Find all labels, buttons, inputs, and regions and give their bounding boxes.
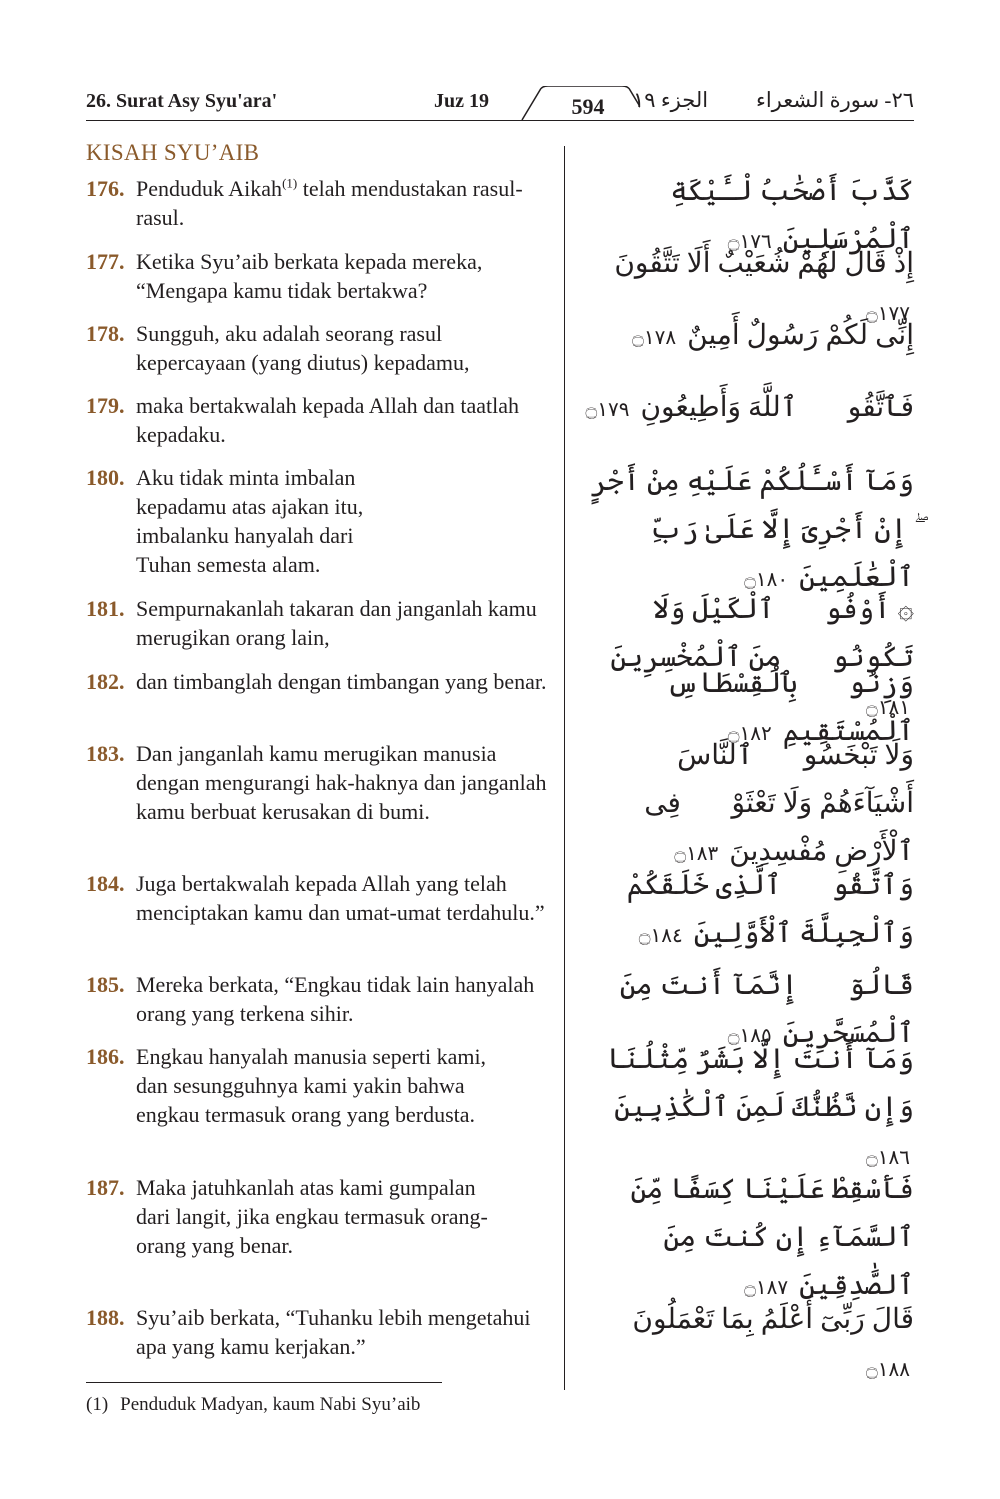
footnote-number: (1) [86,1394,109,1415]
verse-text: Engkau hanyalah manusia seperti kami, dan sesungguhnya kami yakin bahwa engkau termasuk orang yang berdusta. [136,1044,487,1127]
verse-text: Maka jatuhkanlah atas kami gumpalan dari langit, jika engkau termasuk orang-orang yang benar. [136,1175,488,1258]
verse-arabic: ۞ أَوْفُوا۟ ٱلْكَيْلَ وَلَا تَكُونُوا۟ مِنَ ٱلْمُخْسِرِينَ ۝١٨١ [584,586,914,732]
ayah-marker: ۝١٨٧ [744,1277,789,1299]
surah-title-arabic: ٢٦- سورة الشعراء [755,88,914,112]
verse-arabic: إِنِّى لَكُمْ رَسُولٌ أَمِينٌ ۝١٧٨ [584,312,914,362]
verse-arabic: قَالُوٓا۟ إِنَّمَآ أَنتَ مِنَ ٱلْمُسَحَّرِينَ ۝١٨٥ [584,962,914,1060]
page-number: 594 [571,94,605,119]
verse-translation [86,739,548,826]
verse-arabic: إِذْ قَالَ لَهُمْ شُعَيْبٌ أَلَا تَتَّقُونَ ۝١٧٧ [584,240,914,338]
verse-arabic: وَمَآ أَسْـَٔلُكُمْ عَلَيْهِ مِنْ أَجْرٍ ۖ إِنْ أَجْرِىَ إِلَّا عَلَىٰ رَبِّ ٱلْعَٰلَمِينَ ۝١٨٠ [584,458,914,604]
verse-number: 185. [86,972,125,997]
verse-text: Juga bertakwalah kepada Allah yang telah menciptakan kamu dan umat-umat terdahulu.” [136,871,545,925]
verse-translation [86,247,548,305]
ayah-marker: ۝١٨٥ [727,1025,772,1047]
ayah-marker: ۝١٨٨ [866,1359,910,1381]
verse-text: Syu’aib berkata, “Tuhanku lebih mengetahui apa yang kamu kerjakan.” [136,1305,531,1359]
verse-text: Sungguh, aku adalah seorang rasul kepercayaan (yang diutus) kepadamu, [136,321,470,375]
footnote-text: Penduduk Madyan, kaum Nabi Syu’aib [120,1394,421,1415]
verse-number: 182. [86,669,125,694]
verse-text: Sempurnakanlah takaran dan janganlah kamu merugikan orang lain, [136,596,537,650]
verse-number: 179. [86,393,125,418]
verse-translation [86,391,548,449]
verse-translation [86,594,548,652]
ayah-marker: ۝١٨٦ [866,1147,910,1169]
ayah-marker: ۝١٨٢ [727,723,772,745]
ayah-marker: ۝١٧٩ [585,399,630,421]
verse-text: Mereka berkata, “Engkau tidak lain hanyalah orang yang terkena sihir. [136,972,535,1026]
ayah-marker: ۝١٧٧ [866,303,910,325]
verse-text: maka bertakwalah kepada Allah dan taatlah kepadaku. [136,393,519,447]
verse-arabic: كَذَّبَ أَصْحَٰبُ لْـَٔيْكَةِ ٱلْمُرْسَلِينَ ۝١٧٦ [584,168,914,266]
verse-number: 180. [86,465,125,490]
juz-label-arabic: الجزء ١٩ [633,88,709,112]
verse-arabic: فَأَسْقِطْ عَلَيْنَا كِسَفًا مِّنَ ٱلسَّمَآءِ إِن كُنتَ مِنَ ٱلصَّٰدِقِينَ ۝١٨٧ [584,1166,914,1312]
verse-number: 183. [86,741,125,766]
footnote-rule [86,1382,442,1383]
ayah-marker: ۝١٨١ [866,697,910,719]
ayah-marker: ۝١٧٨ [632,327,677,349]
verse-text: Dan janganlah kamu merugikan manusia dengan mengurangi hak-haknya dan janganlah kamu berbuat kerusakan di bumi. [136,741,547,824]
verse-arabic: وَزِنُوا۟ بِٱلْقِسْطَاسِ ٱلْمُسْتَقِيمِ ۝١٨٢ [584,660,914,758]
verse-translation [86,970,548,1028]
verse-text: Aku tidak minta imbalan kepadamu atas ajakan itu, imbalanku hanyalah dari Tuhan semesta alam. [136,465,364,577]
verse-number: 186. [86,1044,125,1069]
verse-arabic: وَٱتَّقُوا۟ ٱلَّذِى خَلَقَكُمْ وَٱلْجِبِلَّةَ ٱلْأَوَّلِينَ ۝١٨٤ [584,862,914,960]
page-header [86,84,914,124]
verse-text: Penduduk Aikah$^{(1)}$ telah mendustakan rasul-rasul. [136,175,523,230]
verse-translation [86,1173,506,1260]
section-title: KISAH SYU’AIB [86,140,260,165]
verse-translation [86,463,366,579]
verse-text: Ketika Syu’aib berkata kepada mereka, “Mengapa kamu tidak bertakwa? [136,249,483,303]
verse-arabic: وَمَآ أَنتَ إِلَّا بَشَرٌ مِّثْلُنَا وَإِن نَّظُنُّكَ لَمِنَ ٱلْكَٰذِبِينَ ۝١٨٦ [584,1036,914,1182]
ayah-marker: ۝١٨٤ [638,925,683,947]
verse-number: 178. [86,321,125,346]
verse-translation [86,319,548,377]
surah-title: 26. Surat Asy Syu'ara' [86,90,278,112]
ayah-marker: ۝١٧٦ [727,231,772,253]
verse-arabic: قَالَ رَبِّىٓ أَعْلَمُ بِمَا تَعْمَلُونَ ۝١٨٨ [584,1296,914,1394]
footnote [86,1394,420,1416]
column-divider [564,146,565,1390]
footnote-ref: (1) [282,175,298,191]
verse-arabic: وَلَا تَبْخَسُوا۟ ٱلنَّاسَ أَشْيَآءَهُمْ وَلَا تَعْثَوْا۟ فِى ٱلْأَرْضِ مُفْسِدِينَ ۝١٨٣ [584,732,914,878]
verse-number: 187. [86,1175,125,1200]
verse-translation [86,1303,548,1361]
header-rule [86,120,914,121]
verse-number: 184. [86,871,125,896]
ayah-marker: ۝١٨٠ [744,569,789,591]
verse-number: 181. [86,596,125,621]
verse-number: 176. [86,176,125,201]
verse-translation [86,1042,506,1129]
verse-translation [86,869,548,927]
verse-text: dan timbanglah dengan timbangan yang benar. [136,669,547,694]
juz-label: Juz 19 [434,90,489,112]
verse-translation [86,667,548,696]
ayah-marker: ۝١٨٣ [674,843,719,865]
verse-number: 177. [86,249,125,274]
verse-number: 188. [86,1305,125,1330]
verse-translation [86,174,548,232]
verse-arabic: فَٱتَّقُوا۟ ٱللَّهَ وَأَطِيعُونِ ۝١٧٩ [584,384,914,434]
